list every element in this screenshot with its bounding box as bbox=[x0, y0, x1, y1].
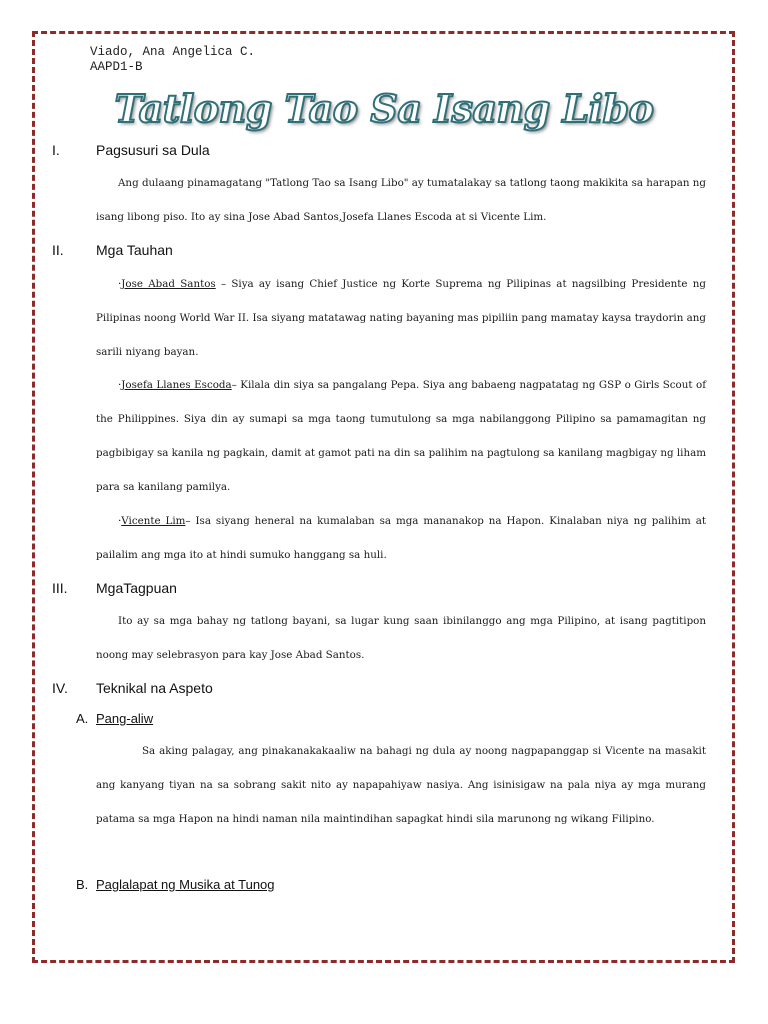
author-class: AAPD1-B bbox=[90, 60, 143, 74]
bullet: · bbox=[118, 278, 122, 290]
subsection-number: B. bbox=[76, 877, 89, 892]
section-3-paragraph: Ito ay sa mga bahay ng tatlong bayani, sa lugar kung saan ibinilanggo ang mga Pilipino, at isang pagtitipon noong may selebrasyon para kay Jose Abad Santos. bbox=[96, 615, 706, 661]
character-name: Vicente Lim bbox=[121, 515, 186, 527]
section-number: IV. bbox=[52, 680, 68, 696]
character-description: – Kilala din siya sa pangalang Pepa. Siya ang babaeng nagpatatag ng GSP o Girls Scout of the Philippines. Siya din ay sumapi sa mga taong tumutulong sa mga nabilanggong Pilipino sa pamamagitan ng pagbibigay sa kanila ng pagkain, damit at gamot pati na din sa palihim na pagtulong sa kanilang magbigay ng liham para sa kanilang pamilya. bbox=[96, 379, 707, 493]
character-description: – Isa siyang heneral na kumalaban sa mga mananakop na Hapon. Kinalaban niya ng palihim at pailalim ang mga ito at hindi sumuko hanggang sa huli. bbox=[96, 515, 706, 561]
subsection-number: A. bbox=[76, 711, 89, 726]
character-paragraph-jose bbox=[96, 267, 706, 369]
character-description: – Siya ay isang Chief Justice ng Korte Suprema ng Pilipinas at nagsilbing Presidente ng Pilipinas noong World War II. Isa siyang matatawag nating bayaning mas pipiliin pang mamatay kaysa traydorin ang sarili niyang bayan. bbox=[96, 278, 706, 358]
author-name: Viado, Ana Angelica C. bbox=[90, 45, 256, 59]
section-1-paragraph: Ang dulaang pinamagatang "Tatlong Tao sa Isang Libo" ay tumatalakay sa tatlong taong makikita sa harapan ng isang libong piso. Ito ay sina Jose Abad Santos,Josefa Llanes Escoda at si Vicente Lim. bbox=[96, 177, 706, 223]
section-number: I. bbox=[52, 142, 60, 158]
subsection-title: Paglalapat ng Musika at Tunog bbox=[96, 877, 275, 892]
bullet: · bbox=[118, 379, 122, 391]
subsection-title: Pang-aliw bbox=[96, 711, 154, 726]
section-number: III. bbox=[52, 580, 68, 596]
character-paragraph-vicente bbox=[96, 504, 706, 572]
section-title: MgaTagpuan bbox=[96, 580, 177, 596]
subsection-a-paragraph: Sa aking palagay, ang pinakanakakaaliw na bahagi ng dula ay noong nagpapanggap si Vicente na masakit ang kanyang tiyan na sa sobrang sakit nito ay napapahiyaw nasiya. Ang isinisigaw na pala niya ay mga murang patama sa mga Hapon na hindi naman nila maintindihan sapagkat hindi sila marunong ng wikang Filipino. bbox=[96, 745, 706, 825]
bullet: · bbox=[118, 515, 122, 527]
section-title: Mga Tauhan bbox=[96, 242, 173, 258]
section-title: Pagsusuri sa Dula bbox=[96, 142, 210, 158]
author-block bbox=[90, 45, 255, 75]
section-title: Teknikal na Aspeto bbox=[96, 680, 213, 696]
section-number: II. bbox=[52, 242, 64, 258]
character-paragraph-josefa bbox=[96, 368, 706, 504]
character-name: Jose Abad Santos bbox=[121, 278, 216, 290]
character-name: Josefa Llanes Escoda bbox=[121, 379, 232, 391]
document-title: Tatlong Tao Sa Isang Libo bbox=[114, 86, 654, 131]
